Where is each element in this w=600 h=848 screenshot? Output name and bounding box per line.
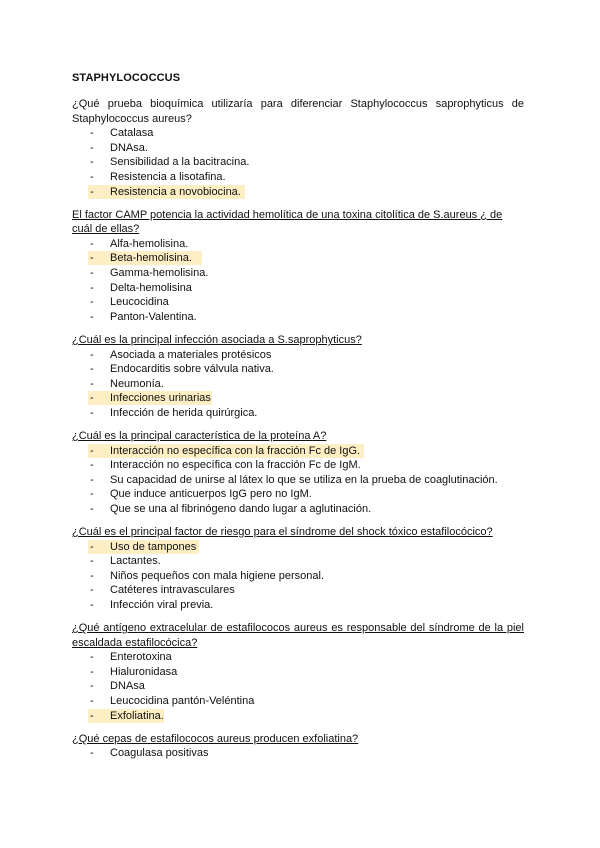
answer-item: - Leucocidina xyxy=(90,296,169,309)
answer-item: - Asociada a materiales protésicos xyxy=(90,348,272,361)
question-6 xyxy=(72,621,524,723)
answer-item: - Neumonía. xyxy=(90,377,164,390)
answer-text: Endocarditis sobre válvula nativa. xyxy=(110,363,274,376)
question-text: ¿Cuál es el principal factor de riesgo para el síndrome del shock tóxico estafilocócico? xyxy=(72,526,493,539)
answer-item: - Enterotoxina xyxy=(90,651,172,664)
answer-item: - Alfa-hemolisina. xyxy=(90,237,189,250)
answer-item: - DNAsa. xyxy=(90,141,148,154)
answer-text: Neumonía. xyxy=(110,377,164,390)
answer-item: - Endocarditis sobre válvula nativa. xyxy=(90,363,274,376)
answer-text: Interacción no específica con la fracción Fc de IgG. xyxy=(110,444,361,457)
question-5 xyxy=(72,525,524,613)
answer-item: - Catéteres intravasculares xyxy=(90,584,235,597)
question-4 xyxy=(72,429,524,517)
answer-item: - Lactantes. xyxy=(90,555,161,568)
answer-item: - Catalasa xyxy=(90,127,154,140)
answer-text: Interacción no específica con la fracción Fc de IgM. xyxy=(110,459,361,472)
answer-item: - Leucocidina pantón-Veléntina xyxy=(90,695,255,708)
answer-item-correct: - Infecciones urinarias xyxy=(90,392,211,405)
answer-item: - Infección de herida quirúrgica. xyxy=(90,406,258,419)
answer-text: Su capacidad de unirse al látex lo que se utiliza en la prueba de coaglutinación. xyxy=(110,473,498,486)
answer-text: DNAsa xyxy=(110,680,145,693)
answer-item: - Su capacidad de unirse al látex lo que se utiliza en la prueba de coaglutinación. xyxy=(90,473,498,486)
answer-text: Hialuronidasa xyxy=(110,665,178,678)
answer-text: Resistencia a novobiocina. xyxy=(110,185,241,198)
question-text: El factor CAMP potencia la actividad hemolítica de una toxina citolítica de S.aureus ¿ de cuál de ellas? xyxy=(72,208,503,236)
answer-item: - Coagulasa positivas xyxy=(90,747,209,760)
answer-item: - Gamma-hemolisina. xyxy=(90,267,209,280)
answer-text: Infección de herida quirúrgica. xyxy=(110,406,258,419)
question-text: ¿Qué antígeno extracelular de estafilococos aureus es responsable del síndrome de la piel escaldada estafilocócica? xyxy=(72,622,524,649)
answer-item: - Niños pequeños con mala higiene personal. xyxy=(90,569,325,582)
answer-text: Leucocidina xyxy=(110,296,169,309)
answer-text: Beta-hemolisina. xyxy=(110,252,192,265)
answer-item: - Sensibilidad a la bacitracina. xyxy=(90,156,250,169)
answer-item: - Interacción no específica con la fracción Fc de IgM. xyxy=(90,459,361,472)
answer-text: Delta-hemolisina xyxy=(110,281,192,294)
answer-item: - DNAsa xyxy=(90,680,145,693)
question-2 xyxy=(72,208,524,325)
answer-text: Gamma-hemolisina. xyxy=(110,267,209,280)
question-text: ¿Qué cepas de estafilococos aureus producen exfoliatina? xyxy=(72,732,359,745)
answer-item-correct: - Resistencia a novobiocina. xyxy=(72,185,524,200)
answer-text: Que induce anticuerpos IgG pero no IgM. xyxy=(110,488,312,501)
answer-item: - Delta-hemolisina xyxy=(90,281,192,294)
answer-item: - Resistencia a lisotafina. xyxy=(90,170,226,183)
answer-text: Leucocidina pantón-Veléntina xyxy=(110,695,255,708)
answer-item: - Que induce anticuerpos IgG pero no IgM. xyxy=(90,488,312,501)
answer-text: Enterotoxina xyxy=(110,651,172,664)
answer-text: Infección viral previa. xyxy=(110,599,214,611)
answer-text: Infecciones urinarias xyxy=(110,392,211,405)
answer-text: Catéteres intravasculares xyxy=(110,584,235,597)
answer-text: Exfoliatina. xyxy=(110,709,164,722)
question-1 xyxy=(72,97,524,199)
question-3 xyxy=(72,333,524,421)
answer-item-correct: - Exfoliatina. xyxy=(90,709,164,722)
question-text: ¿Qué prueba bioquímica utilizaría para diferenciar Staphylococcus saprophyticus de Staphylococcus aureus? xyxy=(72,98,524,125)
answer-text: Coagulasa positivas xyxy=(110,747,209,760)
answer-item: - Panton-Valentina. xyxy=(90,310,197,323)
answer-item: - Hialuronidasa xyxy=(90,665,178,678)
answer-text: Panton-Valentina. xyxy=(110,310,197,323)
answer-item-correct: - Beta-hemolisina. xyxy=(72,251,524,266)
answer-text: Sensibilidad a la bacitracina. xyxy=(110,156,250,169)
answer-text: Que se una al fibrinógeno dando lugar a aglutinación. xyxy=(110,502,372,515)
answer-item: - Infección viral previa. xyxy=(90,599,214,611)
answer-item-correct: - Interacción no específica con la fracción Fc de IgG. xyxy=(72,444,524,459)
answer-text: DNAsa. xyxy=(110,141,148,154)
answer-item-correct: - Uso de tampones xyxy=(72,540,524,555)
question-7 xyxy=(72,732,524,761)
answer-text: Resistencia a lisotafina. xyxy=(110,170,226,183)
answer-text: Asociada a materiales protésicos xyxy=(110,348,272,361)
answer-text: Alfa-hemolisina. xyxy=(110,237,189,250)
question-text: ¿Cuál es la principal infección asociada a S.saprophyticus? xyxy=(72,333,362,346)
answer-item: - Que se una al fibrinógeno dando lugar a aglutinación. xyxy=(90,502,372,515)
answer-text: Uso de tampones xyxy=(110,540,197,553)
answer-text: Catalasa xyxy=(110,127,154,140)
document-title: STAPHYLOCOCCUS xyxy=(72,72,181,84)
answer-text: Niños pequeños con mala higiene personal. xyxy=(110,569,325,582)
question-list xyxy=(72,97,524,761)
answer-text: Lactantes. xyxy=(110,555,161,568)
question-text: ¿Cuál es la principal característica de la proteína A? xyxy=(72,429,327,442)
